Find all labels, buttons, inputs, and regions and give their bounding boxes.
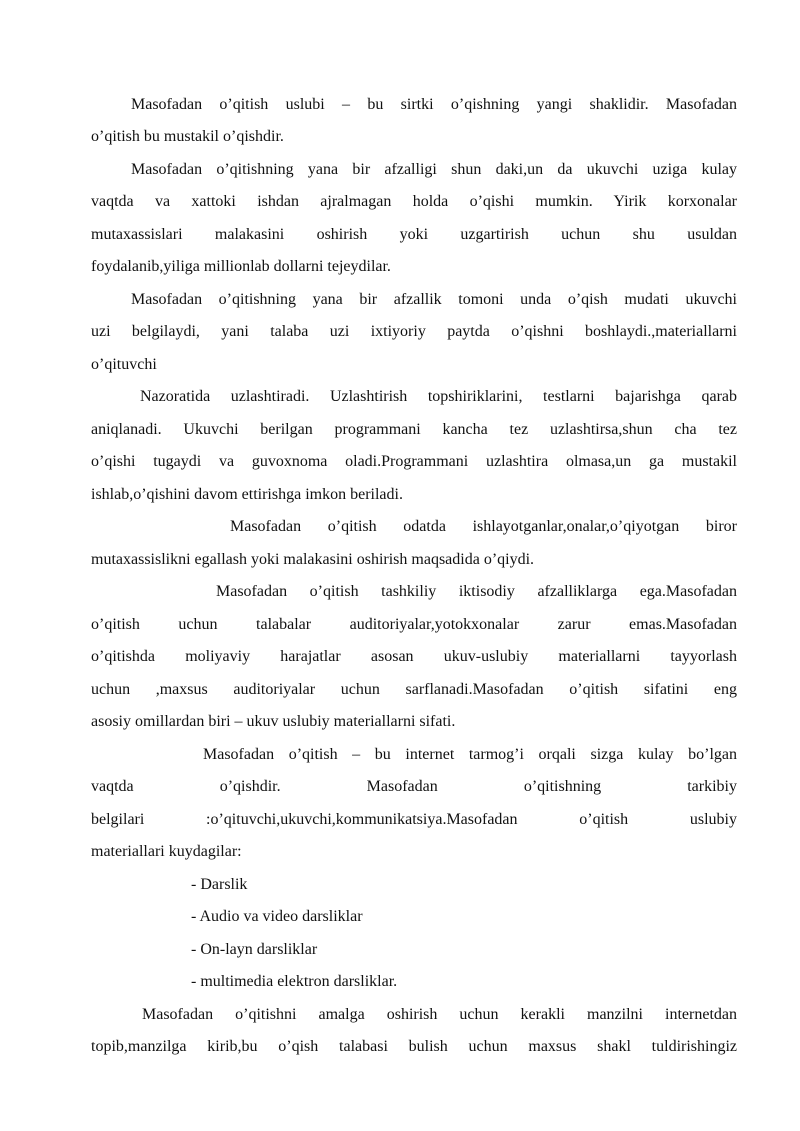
text-line: Masofadan o’qitish odatda ishlayotganlar,onalar,o’qiyotgan biror: [230, 518, 737, 535]
text-line: o’qitishda moliyaviy harajatlar asosan ukuv-uslubiy materiallarni tayyorlash: [91, 648, 737, 665]
text-line: o’qitish bu mustakil o’qishdir.: [91, 128, 284, 145]
text-line: Masofadan o’qitish tashkiliy iktisodiy afzalliklarga ega.Masofadan: [216, 583, 737, 600]
list-item: - multimedia elektron darsliklar.: [191, 973, 398, 990]
text-line: asosiy omillardan biri – ukuv uslubiy materiallarni sifati.: [91, 713, 456, 730]
text-line: aniqlanadi. Ukuvchi berilgan programmani kancha tez uzlashtirsa,shun cha tez: [91, 421, 737, 438]
text-line: Nazoratida uzlashtiradi. Uzlashtirish topshiriklarini, testlarni bajarishga qarab: [140, 388, 737, 405]
text-line: belgilari :o’qituvchi,ukuvchi,kommunikatsiya.Masofadan o’qitish uslubiy: [91, 811, 737, 828]
text-line: Masofadan o’qitishni amalga oshirish uchun kerakli manzilni internetdan: [142, 1006, 737, 1023]
text-line: foydalanib,yiliga millionlab dollarni tejeydilar.: [91, 258, 391, 275]
text-line: topib,manzilga kirib,bu o’qish talabasi bulish uchun maxsus shakl tuldirishingiz: [91, 1038, 737, 1055]
text-line: Masofadan o’qitish uslubi – bu sirtki o’qishning yangi shaklidir. Masofadan: [131, 96, 737, 113]
list-item: - On-layn darsliklar: [191, 941, 318, 958]
text-line: mutaxassislari malakasini oshirish yoki uzgartirish uchun shu usuldan: [91, 226, 737, 243]
text-line: uzi belgilaydi, yani talaba uzi ixtiyoriy paytda o’qishni boshlaydi.,materiallarni: [91, 323, 737, 340]
text-line: o’qishi tugaydi va guvoxnoma oladi.Programmani uzlashtira olmasa,un ga mustakil: [91, 453, 737, 470]
text-line: vaqtda o’qishdir. Masofadan o’qitishning tarkibiy: [91, 778, 737, 795]
text-line: Masofadan o’qitishning yana bir afzalligi shun daki,un da ukuvchi uziga kulay: [131, 161, 737, 178]
list-item: - Darslik: [191, 876, 248, 893]
text-line: mutaxassislikni egallash yoki malakasini oshirish maqsadida o’qiydi.: [91, 551, 535, 568]
text-line: uchun ,maxsus auditoriyalar uchun sarflanadi.Masofadan o’qitish sifatini eng: [91, 681, 737, 698]
text-line: Masofadan o’qitishning yana bir afzallik tomoni unda o’qish mudati ukuvchi: [131, 291, 737, 308]
text-line: o’qitish uchun talabalar auditoriyalar,yotokxonalar zarur emas.Masofadan: [91, 616, 737, 633]
text-line: ishlab,o’qishini davom ettirishga imkon beriladi.: [91, 486, 403, 503]
text-line: o’qituvchi: [91, 356, 157, 373]
list-item: - Audio va video darsliklar: [191, 908, 363, 925]
text-line: Masofadan o’qitish – bu internet tarmog’i orqali sizga kulay bo’lgan: [203, 746, 737, 763]
text-line: materiallari kuydagilar:: [91, 843, 242, 860]
text-line: vaqtda va xattoki ishdan ajralmagan holda o’qishi mumkin. Yirik korxonalar: [91, 193, 737, 210]
